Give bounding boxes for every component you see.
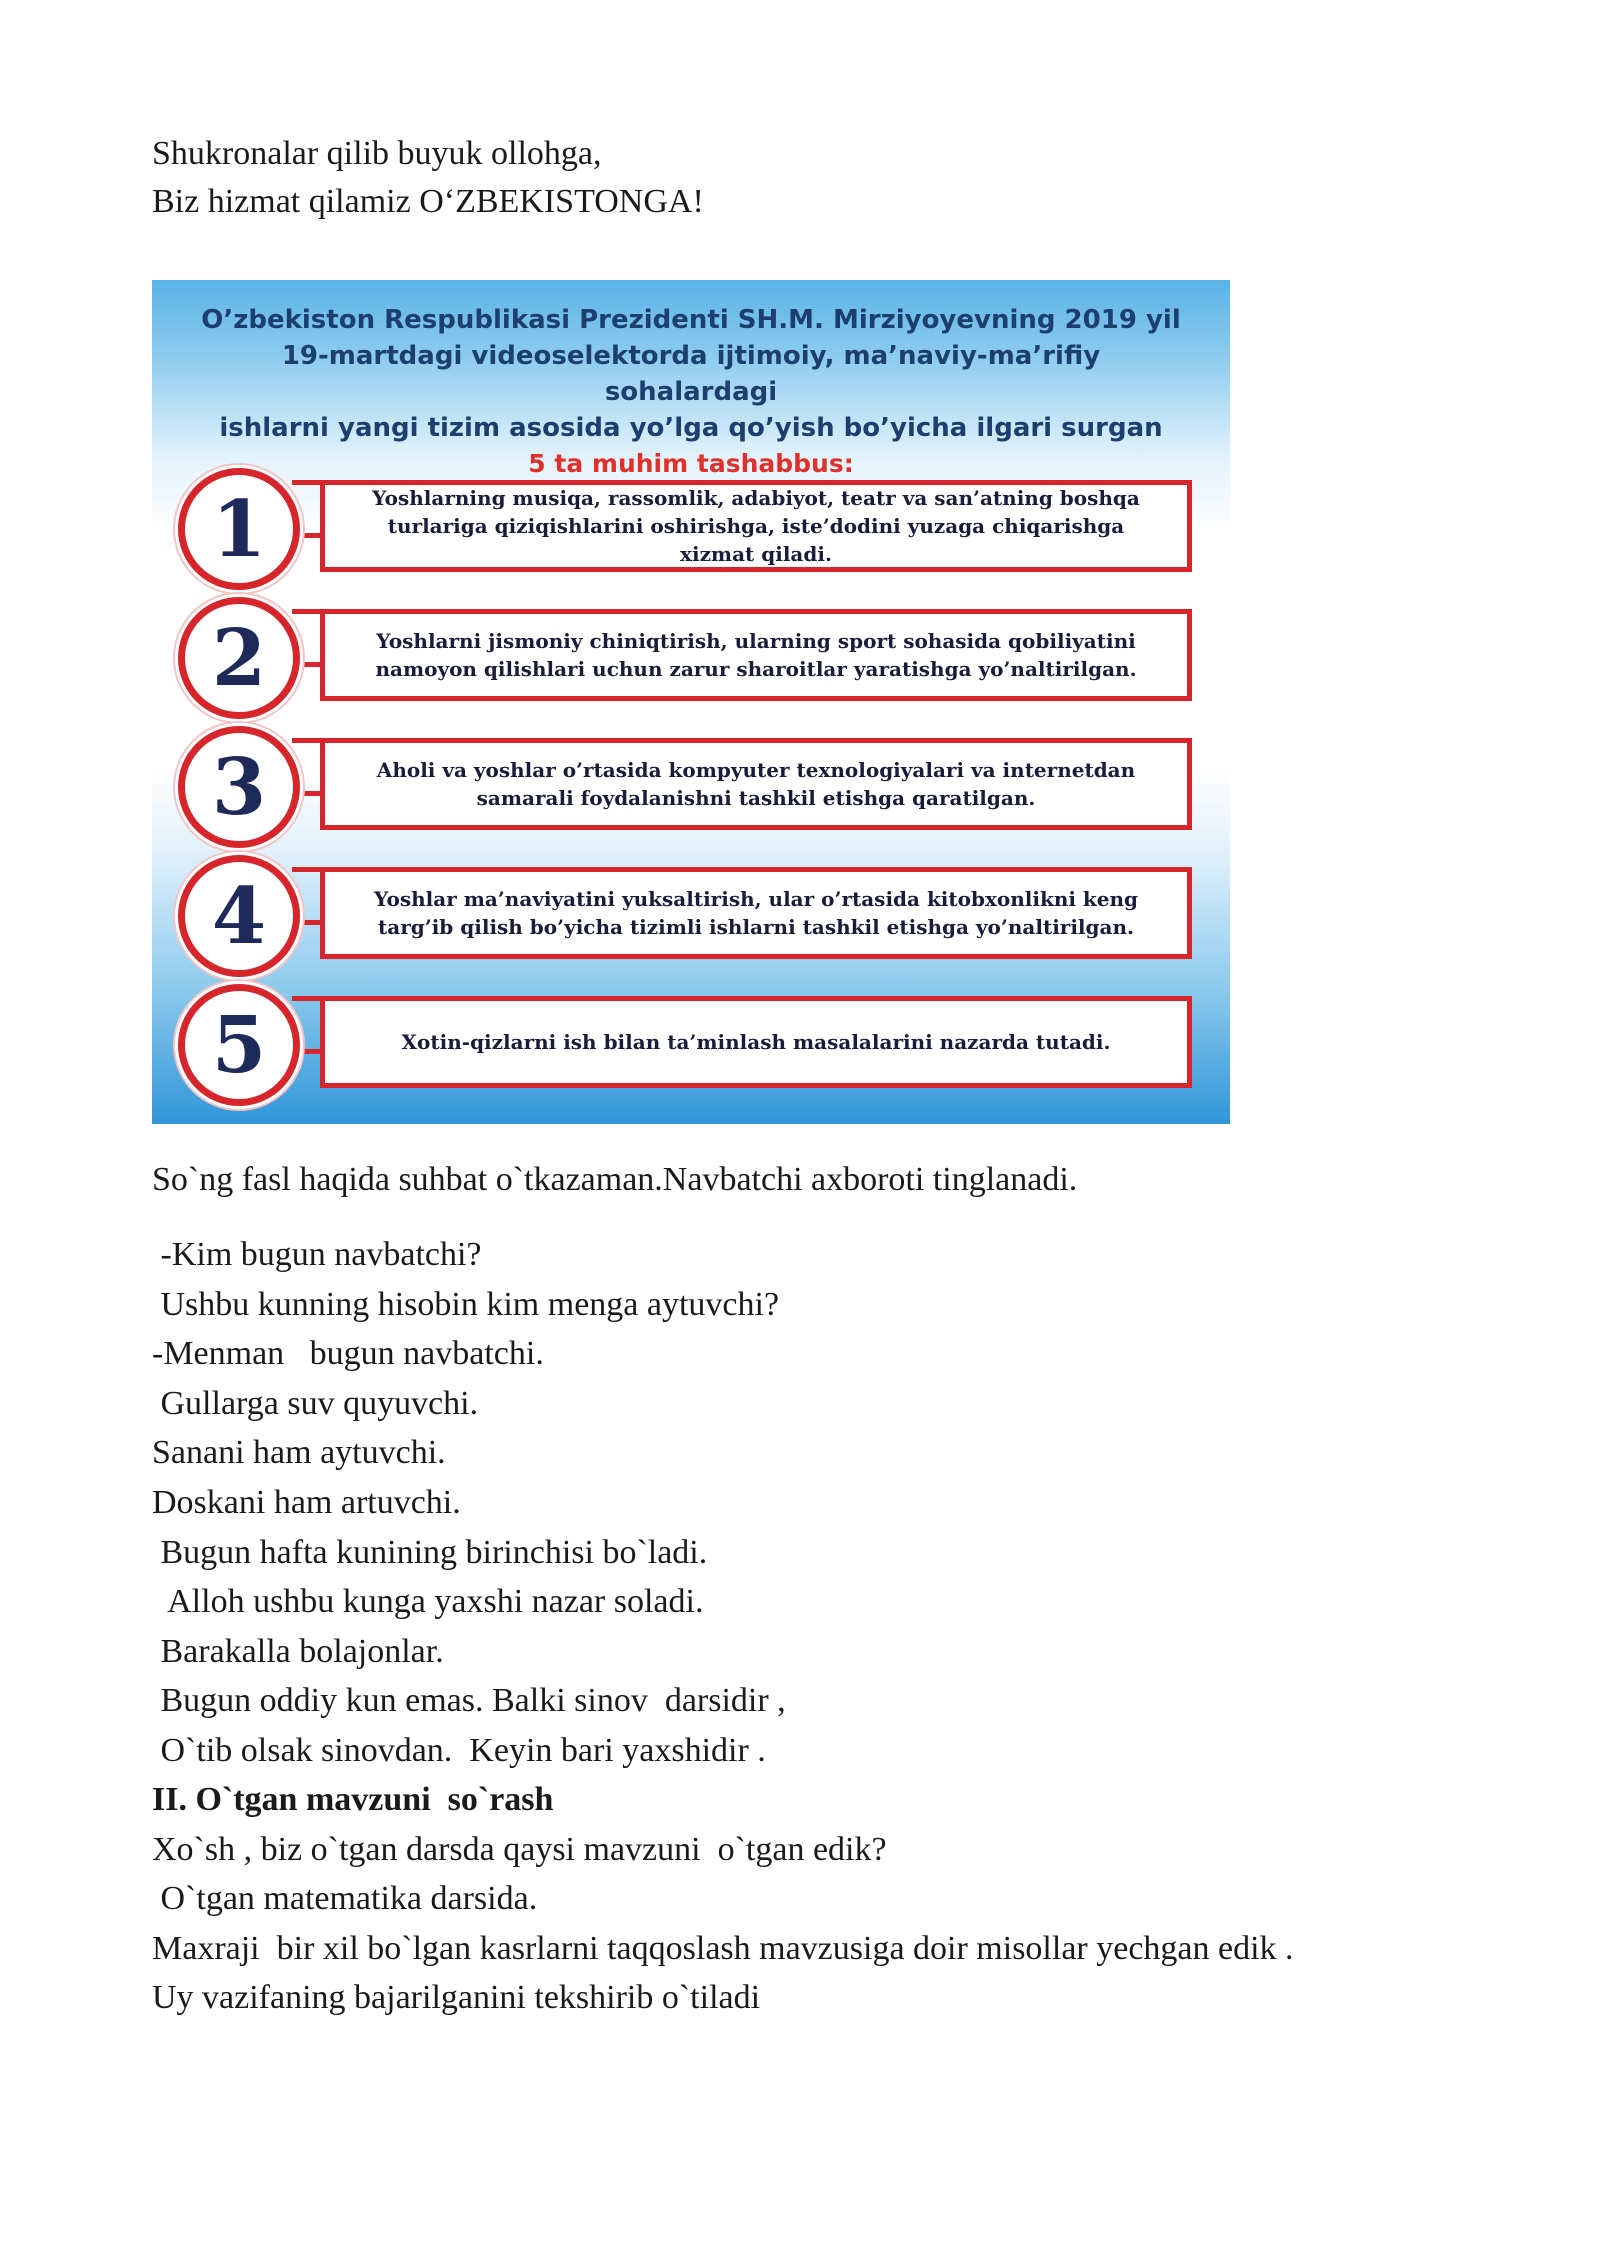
initiative-row-5: [152, 984, 1230, 1104]
initiative-text: Yoshlarning musiqa, rassomlik, adabiyot, teatr va san’atning boshqa turlariga qiziqishlarini oshirishga, iste’dodini yuzaga chiqarishga xizmat qiladi.: [372, 486, 1140, 566]
body-line-6: Sanani ham aytuvchi.: [152, 1434, 446, 1471]
initiative-number-badge: 3: [178, 726, 300, 848]
body-line-2: -Kim bugun navbatchi?: [152, 1236, 482, 1273]
body-line-12: O`tib olsak sinovdan. Keyin bari yaxshidir .: [152, 1732, 766, 1769]
body-line-10: Barakalla bolajonlar.: [152, 1633, 444, 1670]
body-line-8: Bugun hafta kunining birinchisi bo`ladi.: [152, 1534, 708, 1571]
initiative-text: Yoshlarni jismoniy chiniqtirish, ularning sport sohasida qobiliyatini namoyon qilishlari uchun zarur sharoitlar yaratishga yo’naltirilgan.: [375, 629, 1137, 681]
poster-heading-line-3: ishlarni yangi tizim asosida yo’lga qo’yish bo’yicha ilgari surgan: [219, 413, 1163, 443]
initiative-card: [320, 738, 1192, 830]
initiative-number-badge: 2: [178, 597, 300, 719]
body-line-4: -Menman bugun navbatchi.: [152, 1335, 544, 1372]
initiative-row-1: [152, 468, 1230, 588]
intro-line-1: Shukronalar qilib buyuk ollohga,: [152, 135, 602, 172]
initiative-number-badge: 5: [178, 984, 300, 1106]
initiative-number-badge: 4: [178, 855, 300, 977]
body-line-3: Ushbu kunning hisobin kim menga aytuvchi?: [152, 1286, 780, 1323]
intro-line-2: Biz hizmat qilamiz O‘ZBEKISTONGA!: [152, 183, 704, 220]
body-line-14: O`tgan matematika darsida.: [152, 1880, 538, 1917]
body-line-15: Maxraji bir xil bo`lgan kasrlarni taqqoslash mavzusiga doir misollar yechgan edik .: [152, 1930, 1294, 1967]
initiative-row-4: [152, 855, 1230, 975]
body-line-13: Xo`sh , biz o`tgan darsda qaysi mavzuni o`tgan edik?: [152, 1831, 887, 1868]
body-line-1: So`ng fasl haqida suhbat o`tkazaman.Navbatchi axboroti tinglanadi.: [152, 1161, 1078, 1198]
initiative-text: Yoshlar ma’naviyatini yuksaltirish, ular o’rtasida kitobxonlikni keng targ’ib qilish bo’yicha tizimli ishlarni tashkil etishga yo’naltirilgan.: [373, 887, 1139, 939]
body-line-5: Gullarga suv quyuvchi.: [152, 1385, 479, 1422]
initiatives-poster: [152, 280, 1230, 1124]
body-line-9: Alloh ushbu kunga yaxshi nazar soladi.: [152, 1583, 704, 1620]
initiative-card: [320, 609, 1192, 701]
poster-heading-line-2: 19-martdagi videoselektorda ijtimoiy, ma’naviy-ma’rifiy sohalardagi: [281, 341, 1101, 407]
initiative-card: [320, 867, 1192, 959]
poster-heading-accent: 5 ta muhim tashabbus:: [528, 449, 854, 478]
initiative-card: [320, 480, 1192, 572]
initiative-row-2: [152, 597, 1230, 717]
initiative-row-3: [152, 726, 1230, 846]
initiative-number-badge: 1: [178, 468, 300, 590]
body-line-16: Uy vazifaning bajarilganini tekshirib o`tiladi: [152, 1979, 761, 2016]
initiative-text: Aholi va yoshlar o’rtasida kompyuter texnologiyalari va internetdan samarali foydalanishni tashkil etishga qaratilgan.: [376, 758, 1136, 810]
initiative-text: Xotin-qizlarni ish bilan ta’minlash masalalarini nazarda tutadi.: [401, 1030, 1111, 1054]
poster-heading: [192, 302, 1190, 482]
initiative-card: [320, 996, 1192, 1088]
poster-heading-line-1: O’zbekiston Respublikasi Prezidenti SH.M. Mirziyoyevning 2019 yil: [201, 305, 1181, 335]
section-heading: II. O`tgan mavzuni so`rash: [152, 1781, 554, 1818]
body-line-11: Bugun oddiy kun emas. Balki sinov darsidir ,: [152, 1682, 786, 1719]
body-line-7: Doskani ham artuvchi.: [152, 1484, 461, 1521]
